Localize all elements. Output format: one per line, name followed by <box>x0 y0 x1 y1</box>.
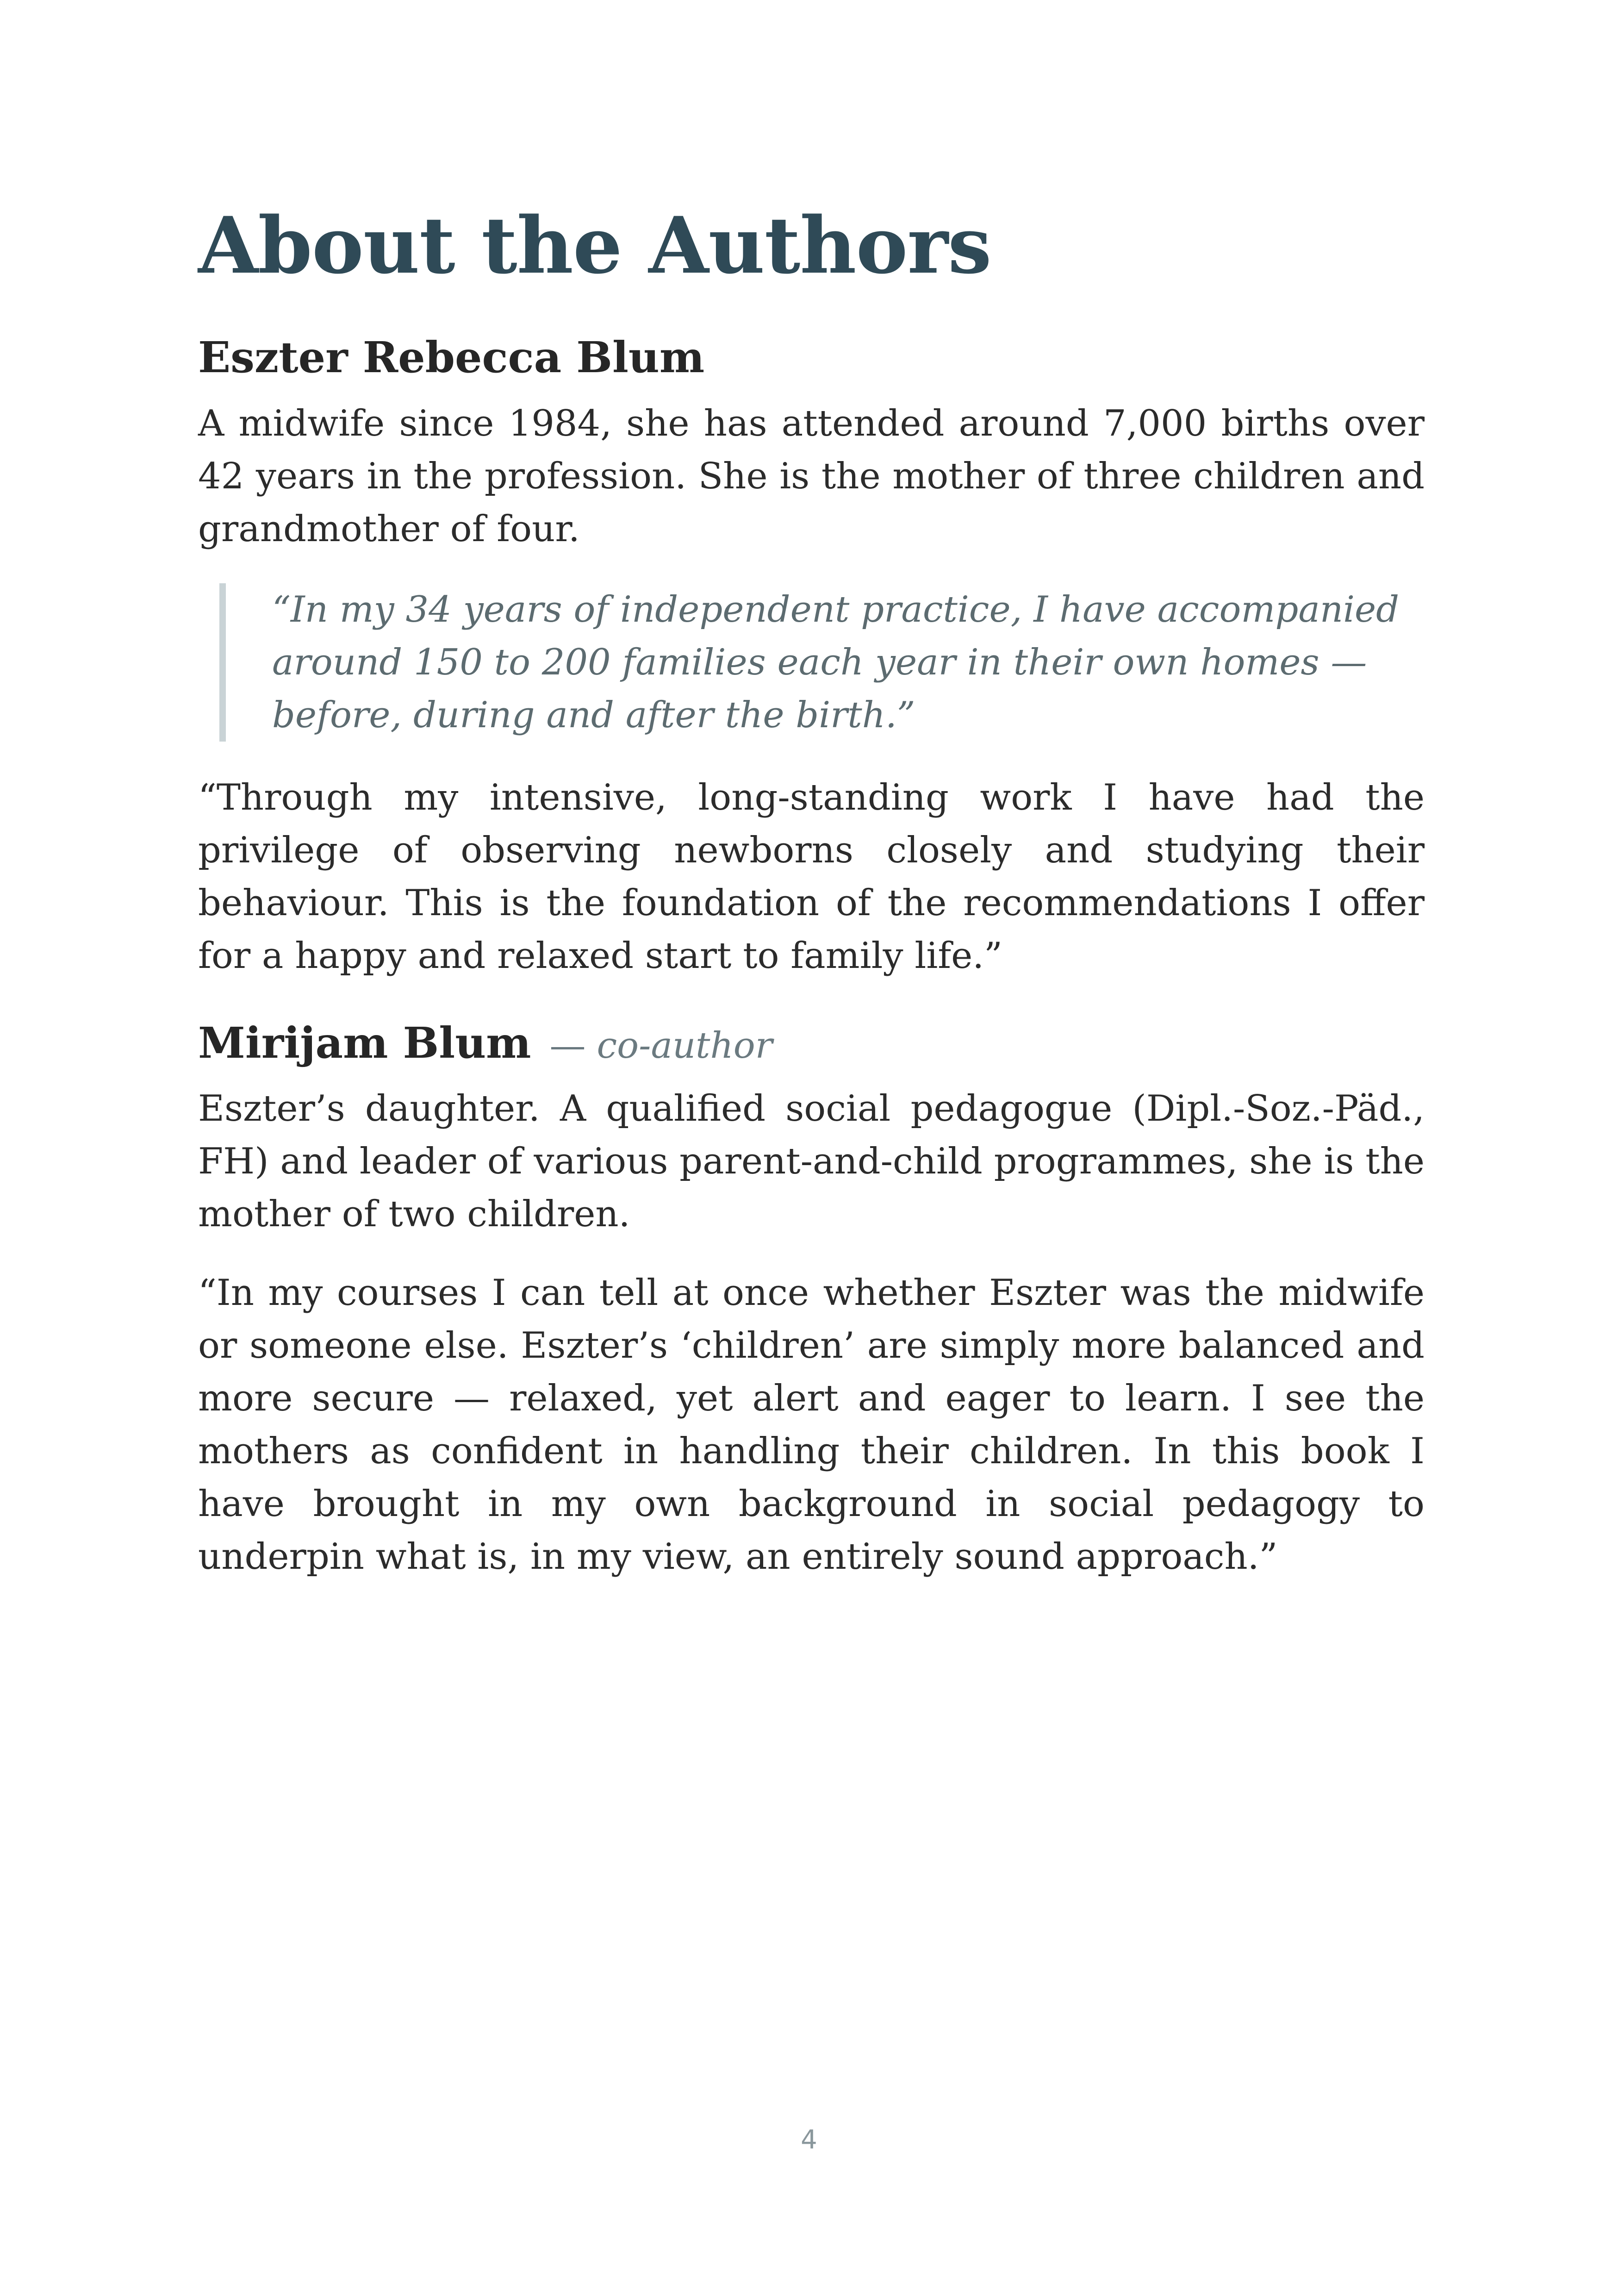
page-number: 4 <box>801 2125 817 2155</box>
about-authors-page <box>198 200 1425 1609</box>
author-name <box>198 332 1425 383</box>
author-bio: A midwife since 1984, she has attended around 7,000 births over 42 years in the profession. She is the mother of three children and grandmother of four. <box>198 402 1425 550</box>
author-section-eszter <box>198 332 1425 982</box>
author-bio: Eszter’s daughter. A qualified social pedagogue (Dipl.-Soz.-Päd., FH) and leader of various parent-and-child programmes, she is the mother of two children. <box>198 1088 1425 1235</box>
author-section-mirijam <box>198 1017 1425 1583</box>
pull-quote: “In my 34 years of independent practice, I have accompanied around 150 to 200 families each year in their own homes — before, during and after the birth.” <box>219 583 1425 742</box>
section-divider-space <box>198 1008 1425 1017</box>
author-role: co-author <box>597 1024 773 1067</box>
role-separator: — <box>549 1024 586 1067</box>
author-statement: “In my courses I can tell at once whether Eszter was the midwife or someone else. Eszter’s ‘children’ are simply more balanced and more secure — relaxed, yet alert and eager to learn. I see the mothers as confident in handling their children. In this book I have brought in my own background in social pedagogy to underpin what is, in my view, an entirely sound approach.” <box>198 1272 1425 1578</box>
author-name-text: Mirijam Blum <box>198 1017 531 1068</box>
page-title: About the Authors <box>198 200 991 291</box>
author-name <box>198 1017 1425 1068</box>
author-statement: “Through my intensive, long-standing work I have had the privilege of observing newborns closely and studying their behaviour. This is the foundation of the recommendations I offer for a happy and relaxed start to family life.” <box>198 776 1425 977</box>
author-name-text: Eszter Rebecca Blum <box>198 332 705 383</box>
